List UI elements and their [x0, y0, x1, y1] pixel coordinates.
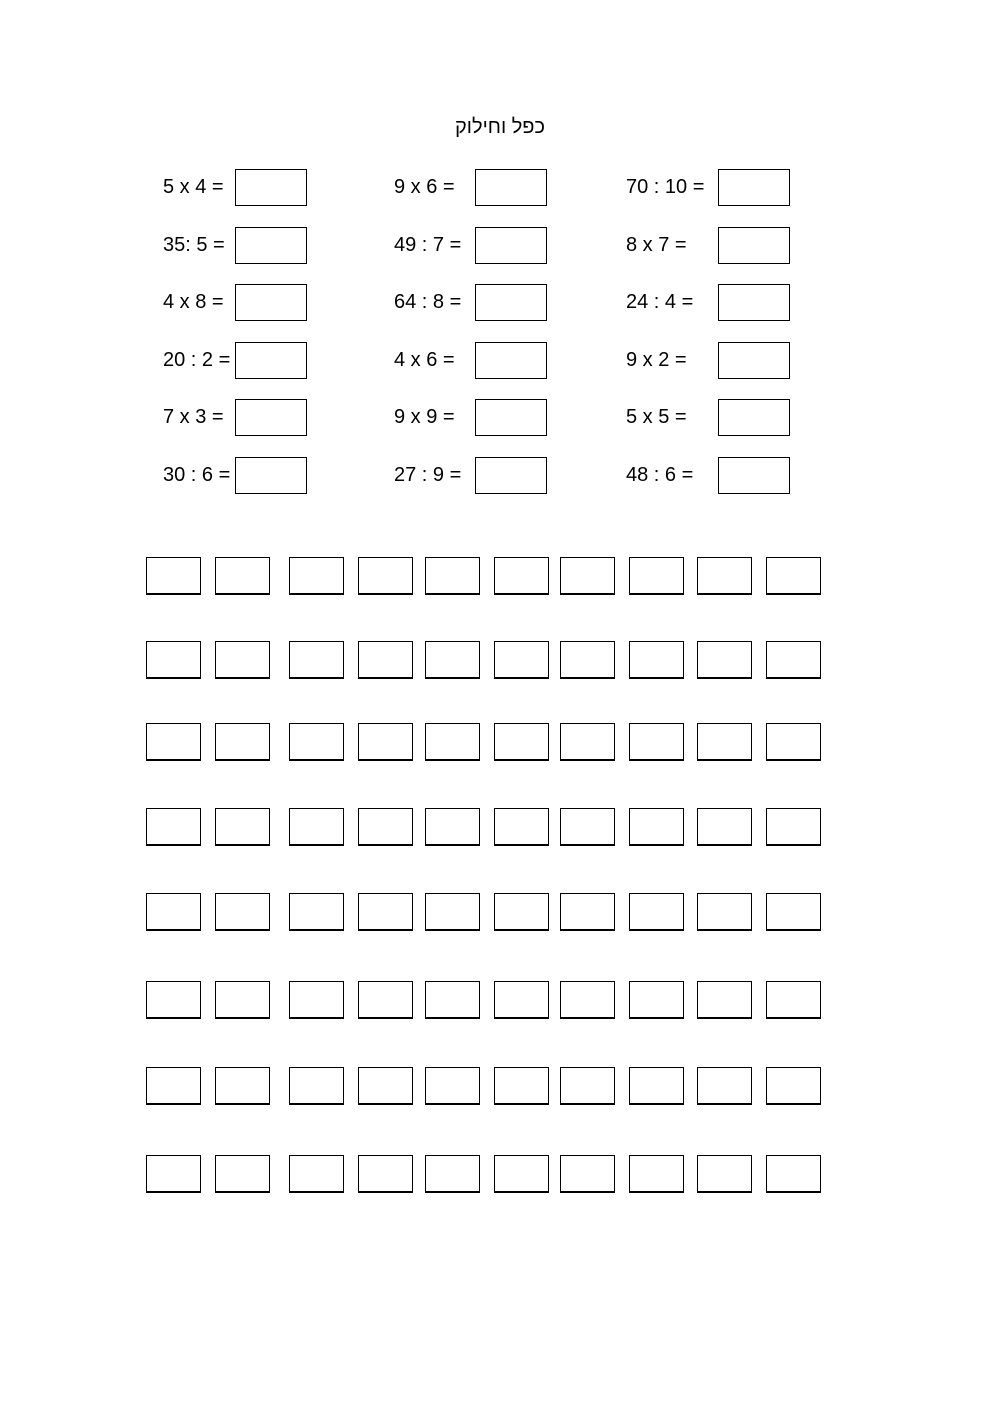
blank-answer-box[interactable] [215, 981, 270, 1019]
blank-answer-box[interactable] [629, 808, 684, 846]
blank-answer-box[interactable] [494, 1067, 549, 1105]
blank-answer-box[interactable] [146, 723, 201, 761]
worksheet-title: כפל וחילוק [455, 116, 545, 138]
blank-answer-box[interactable] [289, 808, 344, 846]
blank-answer-box[interactable] [289, 641, 344, 679]
blank-answer-box[interactable] [560, 723, 615, 761]
blank-answer-box[interactable] [560, 981, 615, 1019]
exercise-answer-box[interactable] [718, 169, 790, 206]
blank-answer-box[interactable] [289, 893, 344, 931]
blank-answer-box[interactable] [629, 641, 684, 679]
blank-answer-box[interactable] [425, 808, 480, 846]
blank-answer-box[interactable] [766, 1067, 821, 1105]
blank-answer-box[interactable] [560, 557, 615, 595]
blank-answer-box[interactable] [697, 808, 752, 846]
blank-answer-box[interactable] [494, 641, 549, 679]
blank-answer-box[interactable] [560, 808, 615, 846]
blank-answer-box[interactable] [289, 981, 344, 1019]
exercise-expression: 7 x 3 = [163, 406, 224, 428]
blank-answer-box[interactable] [146, 641, 201, 679]
blank-answer-box[interactable] [358, 1067, 413, 1105]
exercise-answer-box[interactable] [235, 457, 307, 494]
exercise-answer-box[interactable] [718, 227, 790, 264]
blank-answer-box[interactable] [146, 808, 201, 846]
exercise-expression: 4 x 6 = [394, 349, 455, 371]
blank-answer-box[interactable] [215, 808, 270, 846]
exercise-expression: 30 : 6 = [163, 464, 231, 486]
exercise-expression: 48 : 6 = [626, 464, 694, 486]
exercise-answer-box[interactable] [475, 342, 547, 379]
exercise-expression: 9 x 6 = [394, 176, 455, 198]
exercise-answer-box[interactable] [475, 227, 547, 264]
blank-answer-box[interactable] [697, 641, 752, 679]
blank-answer-box[interactable] [215, 893, 270, 931]
blank-answer-box[interactable] [215, 557, 270, 595]
blank-answer-box[interactable] [494, 1155, 549, 1193]
blank-answer-box[interactable] [146, 1155, 201, 1193]
blank-answer-box[interactable] [425, 557, 480, 595]
exercise-answer-box[interactable] [235, 284, 307, 321]
blank-answer-box[interactable] [358, 557, 413, 595]
exercise-answer-box[interactable] [475, 284, 547, 321]
exercise-answer-box[interactable] [718, 457, 790, 494]
blank-answer-box[interactable] [289, 557, 344, 595]
exercise-expression: 4 x 8 = [163, 291, 224, 313]
exercise-expression: 24 : 4 = [626, 291, 694, 313]
blank-answer-box[interactable] [358, 723, 413, 761]
blank-answer-box[interactable] [358, 641, 413, 679]
exercise-answer-box[interactable] [718, 284, 790, 321]
blank-answer-box[interactable] [697, 723, 752, 761]
blank-answer-box[interactable] [215, 723, 270, 761]
blank-answer-box[interactable] [425, 1155, 480, 1193]
blank-answer-box[interactable] [560, 1067, 615, 1105]
blank-answer-box[interactable] [215, 1155, 270, 1193]
blank-answer-box[interactable] [697, 893, 752, 931]
blank-answer-box[interactable] [697, 1067, 752, 1105]
blank-answer-box[interactable] [425, 723, 480, 761]
blank-answer-box[interactable] [766, 641, 821, 679]
blank-answer-box[interactable] [494, 981, 549, 1019]
exercise-expression: 20 : 2 = [163, 349, 231, 371]
blank-answer-box[interactable] [494, 557, 549, 595]
blank-answer-box[interactable] [629, 723, 684, 761]
blank-answer-box[interactable] [766, 893, 821, 931]
blank-answer-box[interactable] [560, 641, 615, 679]
exercise-expression: 9 x 9 = [394, 406, 455, 428]
exercise-answer-box[interactable] [475, 457, 547, 494]
blank-answer-box[interactable] [629, 893, 684, 931]
blank-answer-box[interactable] [358, 808, 413, 846]
exercise-answer-box[interactable] [718, 399, 790, 436]
blank-answer-box[interactable] [146, 981, 201, 1019]
blank-answer-box[interactable] [766, 723, 821, 761]
exercise-expression: 9 x 2 = [626, 349, 687, 371]
blank-answer-box[interactable] [425, 981, 480, 1019]
exercise-answer-box[interactable] [235, 227, 307, 264]
blank-answer-box[interactable] [560, 1155, 615, 1193]
exercise-expression: 64 : 8 = [394, 291, 462, 313]
exercise-expression: 35: 5 = [163, 234, 225, 256]
blank-answer-box[interactable] [215, 1067, 270, 1105]
exercise-answer-box[interactable] [475, 169, 547, 206]
exercise-expression: 49 : 7 = [394, 234, 462, 256]
blank-answer-box[interactable] [289, 723, 344, 761]
blank-answer-box[interactable] [766, 557, 821, 595]
blank-answer-box[interactable] [494, 893, 549, 931]
blank-answer-box[interactable] [289, 1067, 344, 1105]
blank-answer-box[interactable] [629, 1155, 684, 1193]
blank-answer-box[interactable] [766, 1155, 821, 1193]
exercise-expression: 8 x 7 = [626, 234, 687, 256]
blank-answer-box[interactable] [494, 808, 549, 846]
blank-answer-box[interactable] [629, 981, 684, 1019]
blank-answer-box[interactable] [425, 1067, 480, 1105]
blank-answer-box[interactable] [358, 1155, 413, 1193]
exercise-answer-box[interactable] [235, 342, 307, 379]
blank-answer-box[interactable] [697, 1155, 752, 1193]
blank-answer-box[interactable] [697, 981, 752, 1019]
blank-answer-box[interactable] [358, 893, 413, 931]
blank-answer-box[interactable] [215, 641, 270, 679]
exercise-expression: 27 : 9 = [394, 464, 462, 486]
blank-answer-box[interactable] [560, 893, 615, 931]
exercise-expression: 5 x 5 = [626, 406, 687, 428]
blank-answer-box[interactable] [425, 641, 480, 679]
blank-answer-box[interactable] [146, 557, 201, 595]
exercise-answer-box[interactable] [235, 169, 307, 206]
exercise-expression: 70 : 10 = [626, 176, 705, 198]
blank-answer-box[interactable] [629, 1067, 684, 1105]
blank-answer-box[interactable] [146, 1067, 201, 1105]
blank-answer-box[interactable] [425, 893, 480, 931]
blank-answer-box[interactable] [629, 557, 684, 595]
blank-answer-box[interactable] [146, 893, 201, 931]
blank-answer-box[interactable] [766, 981, 821, 1019]
blank-answer-box[interactable] [697, 557, 752, 595]
blank-answer-box[interactable] [494, 723, 549, 761]
blank-answer-box[interactable] [358, 981, 413, 1019]
exercise-answer-box[interactable] [475, 399, 547, 436]
blank-answer-box[interactable] [766, 808, 821, 846]
blank-answer-box[interactable] [289, 1155, 344, 1193]
exercise-answer-box[interactable] [718, 342, 790, 379]
exercise-answer-box[interactable] [235, 399, 307, 436]
exercise-expression: 5 x 4 = [163, 176, 224, 198]
